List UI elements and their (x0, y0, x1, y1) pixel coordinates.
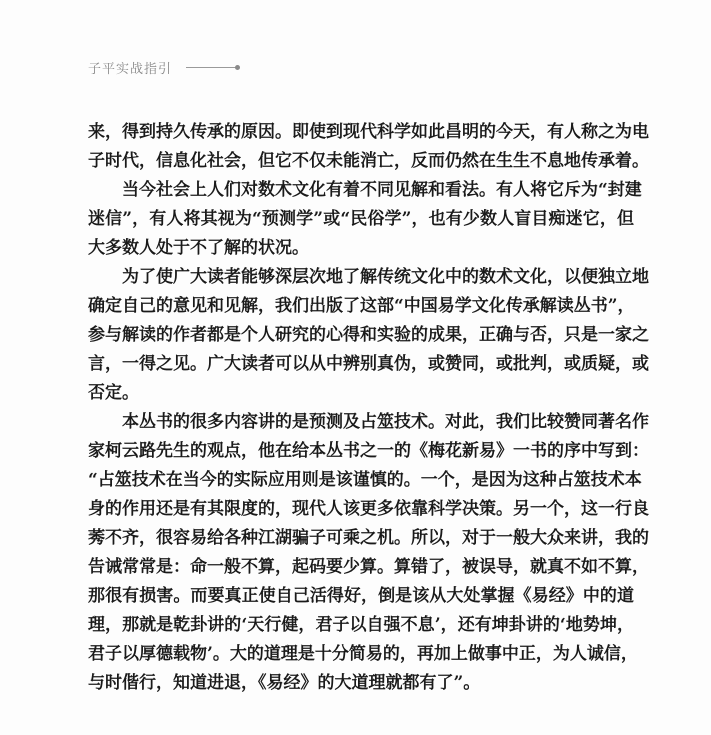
text-line: 身的作用还是有其限度的，现代人该更多依靠科学决策。另一个，这一行良 (88, 499, 649, 519)
text-line: 子时代，信息化社会，但它不仅未能消亡，反而仍然在生生不息地传承着。 (88, 151, 649, 171)
text-line: 当今社会上人们对数术文化有着不同见解和看法。有人将它斥为“封建 (122, 180, 642, 200)
paragraph (88, 408, 649, 698)
text-line: 否定。 (88, 383, 139, 403)
text-line: 大多数人处于不了解的状况。 (88, 238, 309, 258)
text-line: 家柯云路先生的观点，他在给本丛书之一的《梅花新易》一书的序中写到： (88, 441, 649, 461)
text-line: 迷信”，有人将其视为“预测学”或“民俗学”，也有少数人盲目痴迷它，但 (88, 209, 634, 229)
paragraph (88, 263, 649, 408)
text-line: 与时偕行，知道进退，《易经》的大道理就都有了”。 (88, 673, 481, 693)
header-dot-ornament (235, 65, 240, 70)
text-line: 那很有损害。而要真正使自己活得好，倒是该从大处掌握《易经》中的道 (88, 586, 634, 606)
text-line: 为了使广大读者能够深层次地了解传统文化中的数术文化，以便独立地 (122, 267, 649, 287)
text-line: 理，那就是乾卦讲的‘天行健，君子以自强不息’，还有坤卦讲的‘地势坤， (88, 615, 634, 635)
paragraph (88, 176, 642, 263)
text-line: 确定自己的意见和见解，我们出版了这部“中国易学文化传承解读丛书”， (88, 296, 635, 316)
paragraph (88, 118, 649, 176)
running-title: 子平实战指引 (88, 62, 173, 77)
header-rule (186, 67, 236, 68)
running-header (88, 58, 240, 77)
text-line: 君子以厚德载物’。大的道理是十分简易的，再加上做事中正，为人诚信， (88, 644, 638, 664)
text-line: “占筮技术在当今的实际应用则是该谨慎的。一个，是因为这种占筮技术本 (88, 470, 642, 490)
text-line: 言，一得之见。广大读者可以从中辨别真伪，或赞同，或批判，或质疑，或 (88, 354, 649, 374)
text-line: 参与解读的作者都是个人研究的心得和实验的成果，正确与否，只是一家之 (88, 325, 649, 345)
page-body-text (88, 118, 649, 698)
text-line: 来，得到持久传承的原因。即使到现代科学如此昌明的今天，有人称之为电 (88, 122, 649, 142)
text-line: 莠不齐，很容易给各种江湖骗子可乘之机。所以，对于一般大众来讲，我的 (88, 528, 649, 548)
text-line: 告诫常常是：命一般不算，起码要少算。算错了，被误导，就真不如不算， (88, 557, 649, 577)
text-line: 本丛书的很多内容讲的是预测及占筮技术。对此，我们比较赞同著名作 (122, 412, 649, 432)
